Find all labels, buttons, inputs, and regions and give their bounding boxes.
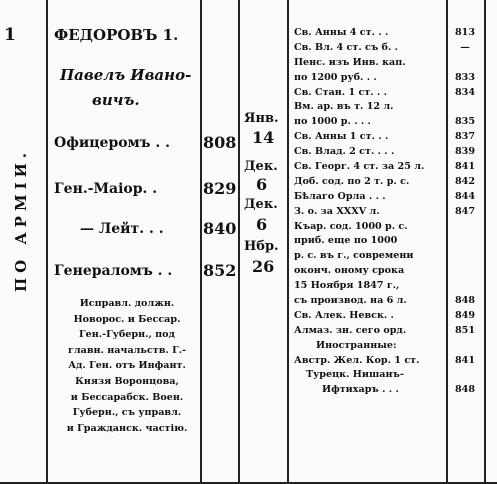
award-text: Св. Георг. 4 ст. за 25 л. bbox=[294, 161, 425, 173]
award-text: Доб. сод. по 2 т. р. с. bbox=[294, 175, 410, 187]
surname: ФЕДОРОВЪ 1. bbox=[54, 26, 179, 44]
award-text: Св. Стан. 1 ст. . . bbox=[294, 86, 387, 98]
column-rule bbox=[484, 0, 486, 484]
rank-month: Дек. bbox=[244, 159, 278, 174]
service-notes bbox=[52, 296, 202, 436]
awards-years bbox=[450, 26, 480, 398]
award-year: 841 bbox=[454, 161, 476, 173]
award-year bbox=[450, 56, 480, 71]
award-text: 15 Ноября 1847 г., bbox=[294, 280, 400, 292]
rank-label: Офицеромъ . . bbox=[54, 135, 170, 151]
award-text: З. о. за XXXV л. bbox=[294, 205, 380, 217]
award-year: 851 bbox=[454, 324, 476, 336]
note-line: Исправл. должн. bbox=[79, 298, 175, 309]
given-name-line1: Павелъ Ивано- bbox=[60, 66, 192, 84]
award-year bbox=[450, 339, 480, 354]
award-year: 844 bbox=[454, 190, 476, 202]
award-year: 834 bbox=[454, 86, 476, 98]
award-text: Св. Влад. 2 ст. . . . bbox=[294, 146, 395, 158]
award-year bbox=[450, 220, 480, 235]
given-name-line2: вичъ. bbox=[92, 91, 140, 109]
award-text: Ифтихаръ . . . bbox=[322, 384, 399, 396]
award-year: 841 bbox=[454, 354, 476, 366]
award-year bbox=[450, 279, 480, 294]
award-year: 839 bbox=[454, 146, 476, 158]
award-text: приб. еще по 1000 bbox=[294, 235, 398, 247]
award-text: Св. Алек. Невск. . bbox=[294, 309, 394, 321]
award-year: 848 bbox=[454, 295, 476, 307]
award-year bbox=[450, 234, 480, 249]
rank-label: Ген.-Маіор. . bbox=[54, 181, 158, 197]
award-year: 847 bbox=[454, 205, 476, 217]
award-text: по 1200 руб. . . bbox=[294, 71, 377, 83]
note-line: главн. начальств. Г.- bbox=[67, 344, 187, 356]
award-text: съ производ. на 6 л. bbox=[294, 295, 407, 307]
award-year bbox=[450, 100, 480, 115]
awards-list bbox=[294, 26, 444, 398]
award-text: Бѣлаго Орла . . . bbox=[294, 190, 386, 202]
award-text: Алмаз. зн. сего орд. bbox=[294, 324, 407, 336]
rank-day: 14 bbox=[252, 128, 275, 147]
rank-month: Янв. bbox=[244, 111, 279, 126]
section-label: ПО АРМІИ. bbox=[12, 148, 30, 292]
rank-day: 26 bbox=[252, 257, 275, 276]
award-text: Турецк. Нишанъ- bbox=[306, 369, 404, 381]
note-line: Князя Воронцова, bbox=[75, 375, 179, 387]
award-text: Св. Вл. 4 ст. съ б. . bbox=[294, 41, 398, 53]
section-label-vertical bbox=[8, 120, 34, 320]
award-year: — bbox=[460, 41, 470, 53]
award-text: Пенс. изъ Инв. кап. bbox=[294, 56, 406, 68]
award-text: Св. Анны 1 ст. . . bbox=[294, 131, 389, 143]
note-line: и Бессарабск. Воен. bbox=[70, 391, 184, 403]
award-year: 848 bbox=[454, 384, 476, 396]
note-line: и Гражданск. частію. bbox=[66, 422, 188, 434]
note-line: Новорос. и Бессар. bbox=[73, 313, 181, 325]
award-year: 833 bbox=[454, 71, 476, 83]
rank-year: 829 bbox=[203, 179, 237, 198]
award-year bbox=[450, 264, 480, 279]
rank-day: 6 bbox=[256, 215, 268, 234]
rank-year: 852 bbox=[203, 261, 237, 280]
award-year bbox=[450, 249, 480, 264]
note-line: Ген.-Губерн., под bbox=[79, 329, 175, 341]
column-rule bbox=[238, 0, 240, 484]
column-rule bbox=[46, 0, 48, 484]
award-year bbox=[450, 368, 480, 383]
award-text: Иностранные: bbox=[316, 339, 397, 351]
award-year: 842 bbox=[454, 175, 476, 187]
award-year: 837 bbox=[454, 131, 476, 143]
award-year: 835 bbox=[454, 116, 476, 128]
award-year: 813 bbox=[454, 27, 476, 38]
rank-month: Дек. bbox=[244, 197, 278, 212]
rank-label: Генераломъ . . bbox=[54, 263, 173, 279]
note-line: Ад. Ген. отъ Инфант. bbox=[68, 360, 186, 372]
award-text: Къар. сод. 1000 р. с. bbox=[294, 220, 408, 232]
award-text: Св. Анны 4 ст. . . bbox=[294, 27, 389, 38]
award-text: Австр. Жел. Кор. 1 ст. bbox=[294, 354, 420, 366]
award-text: по 1000 р. . . . bbox=[294, 116, 371, 128]
rank-label: — Лейт. . . bbox=[80, 221, 164, 237]
award-text: Вм. ар. въ т. 12 л. bbox=[294, 101, 394, 113]
rank-year: 840 bbox=[203, 219, 237, 238]
entry-number: 1 bbox=[4, 25, 16, 45]
rank-day: 6 bbox=[256, 175, 268, 194]
column-rule bbox=[287, 0, 289, 484]
rank-year: 808 bbox=[203, 133, 237, 152]
column-rule bbox=[446, 0, 448, 484]
award-text: р. с. въ г., современи bbox=[294, 250, 414, 262]
award-text: оконч. оному срока bbox=[294, 265, 405, 277]
award-year: 849 bbox=[454, 309, 476, 321]
rank-month: Нбр. bbox=[244, 239, 279, 254]
note-line: Губерн., съ управл. bbox=[72, 407, 182, 419]
